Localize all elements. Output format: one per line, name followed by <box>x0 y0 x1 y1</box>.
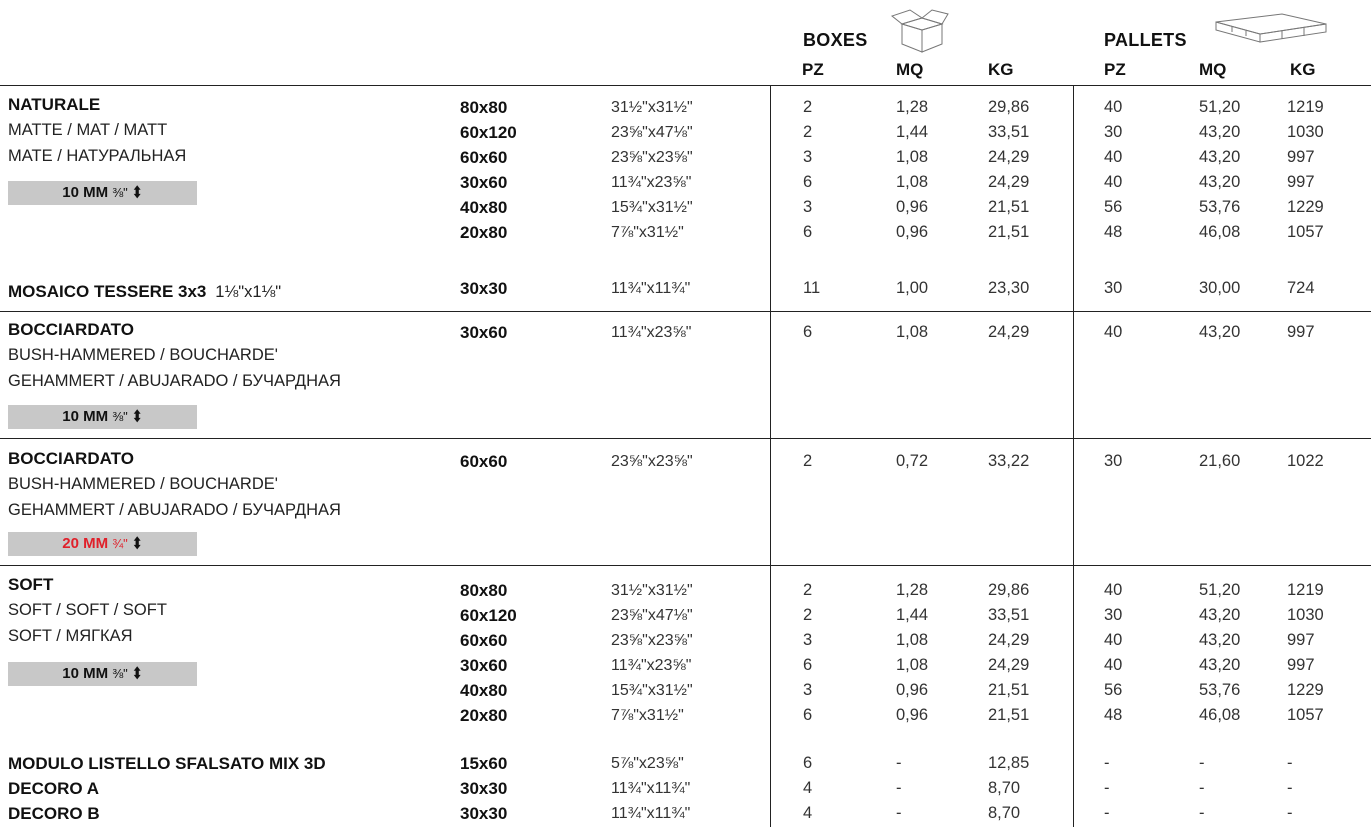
group-subtitle: MATTE / MAT / MATT <box>8 121 168 139</box>
col-boxes-mq: MQ <box>896 60 924 79</box>
inch-list: 31½"x31½" 23⅝"x47⅛" 23⅝"x23⅝" 11¾"x23⅝" 15¾"x31½" 7⅞"x31½" <box>611 582 693 724</box>
group-title: SOFT <box>8 575 54 594</box>
boxes-pz: 11 <box>803 279 821 297</box>
group-subtitle: MATE / НАТУРАЛЬНАЯ <box>8 147 187 165</box>
thickness-badge: 10 MM ⅜" ⬍ <box>8 662 197 686</box>
pallets-kg-list: 1219 1030 997 997 1229 1057 <box>1287 98 1324 241</box>
inch-size: 23⅝"x23⅝" <box>611 453 693 470</box>
col-pallets-mq: MQ <box>1199 60 1227 79</box>
thickness-badge: 20 MM ¾" ⬍ <box>8 532 197 556</box>
mosaic-title: MOSAICO TESSERE 3x3 1⅛"x1⅛" <box>8 282 282 301</box>
pallets-pz: 30 <box>1104 279 1123 297</box>
boxes-mq: 1,08 <box>896 323 929 341</box>
boxes-kg-list: 29,86 33,51 24,29 24,29 21,51 21,51 <box>988 98 1030 241</box>
divider <box>0 565 1371 566</box>
group-title: BOCCIARDATO <box>8 320 134 339</box>
boxes-mq: 1,00 <box>896 279 929 297</box>
group-subtitle: GEHAMMERT / ABUJARADO / БУЧАРДНАЯ <box>8 372 341 390</box>
group-subtitle: GEHAMMERT / ABUJARADO / БУЧАРДНАЯ <box>8 501 341 519</box>
boxes-pz: 2 <box>803 452 813 470</box>
column-divider-boxes <box>770 86 771 827</box>
boxes-mq: 0,72 <box>896 452 929 470</box>
group-subtitle: SOFT / SOFT / SOFT <box>8 601 167 619</box>
col-pallets-kg: KG <box>1290 60 1316 79</box>
pallet-icon <box>1212 10 1330 50</box>
pallets-pz-list: 40 30 40 40 56 48 <box>1104 98 1123 241</box>
thickness-arrow-icon: ⬍ <box>131 182 143 203</box>
column-divider-pallets <box>1073 86 1074 827</box>
format-list: 80x80 60x120 60x60 30x60 40x80 20x80 <box>460 98 517 242</box>
boxes-kg-list: 29,86 33,51 24,29 24,29 21,51 21,51 <box>988 581 1030 724</box>
pallets-mq: 21,60 <box>1199 452 1241 470</box>
header-divider <box>0 85 1371 86</box>
inch-list: 5⅞"x23⅝" 11¾"x11¾" 11¾"x11¾" <box>611 755 691 822</box>
group-title: NATURALE <box>8 95 101 114</box>
boxes-kg: 33,22 <box>988 452 1030 470</box>
pallets-pz: 40 <box>1104 323 1123 341</box>
boxes-kg: 23,30 <box>988 279 1030 297</box>
pallets-pz-list: 40 30 40 40 56 48 <box>1104 581 1123 724</box>
thickness-arrow-icon: ⬍ <box>131 406 143 427</box>
boxes-pz-list: 6 4 4 <box>803 754 813 822</box>
col-pallets-pz: PZ <box>1104 60 1126 79</box>
group-subtitle: BUSH-HAMMERED / BOUCHARDE' <box>8 475 278 493</box>
pallets-pz-list: - - - <box>1104 754 1110 822</box>
pallets-kg: 724 <box>1287 279 1315 297</box>
col-boxes-kg: KG <box>988 60 1014 79</box>
divider <box>0 311 1371 312</box>
pallets-kg: 997 <box>1287 323 1315 341</box>
inch-list: 31½"x31½" 23⅝"x47⅛" 23⅝"x23⅝" 11¾"x23⅝" 15¾"x31½" 7⅞"x31½" <box>611 99 693 241</box>
format: 60x60 <box>460 452 508 471</box>
thickness-arrow-icon: ⬍ <box>131 663 143 684</box>
pallets-mq: 43,20 <box>1199 323 1241 341</box>
format: 30x30 <box>460 279 508 298</box>
pallets-kg: 1022 <box>1287 452 1324 470</box>
boxes-mq-list: 1,28 1,44 1,08 1,08 0,96 0,96 <box>896 581 929 724</box>
divider <box>0 438 1371 439</box>
thickness-badge: 10 MM ⅜" ⬍ <box>8 181 197 205</box>
pallets-header: PALLETS <box>1104 30 1187 50</box>
pallets-mq-list: - - - <box>1199 754 1205 822</box>
box-icon <box>890 8 950 54</box>
format: 30x60 <box>460 323 508 342</box>
boxes-mq-list: - - - <box>896 754 902 822</box>
format-list: 15x60 30x30 30x30 <box>460 754 508 823</box>
col-boxes-pz: PZ <box>802 60 824 79</box>
boxes-kg: 24,29 <box>988 323 1030 341</box>
group-subtitle: SOFT / МЯГКАЯ <box>8 627 133 645</box>
pallets-mq: 30,00 <box>1199 279 1241 297</box>
boxes-pz-list: 2 2 3 6 3 6 <box>803 581 813 724</box>
boxes-mq-list: 1,28 1,44 1,08 1,08 0,96 0,96 <box>896 98 929 241</box>
pallets-kg-list: 1219 1030 997 997 1229 1057 <box>1287 581 1324 724</box>
pallets-mq-list: 51,20 43,20 43,20 43,20 53,76 46,08 <box>1199 581 1241 724</box>
inch-size: 11¾"x23⅝" <box>611 324 692 341</box>
boxes-pz: 6 <box>803 323 813 341</box>
boxes-header: BOXES <box>803 30 868 50</box>
thickness-badge: 10 MM ⅜" ⬍ <box>8 405 197 429</box>
boxes-kg-list: 12,85 8,70 8,70 <box>988 754 1030 822</box>
pallets-pz: 30 <box>1104 452 1123 470</box>
extras-title-list: MODULO LISTELLO SFALSATO MIX 3D DECORO A DECORO B <box>8 754 326 823</box>
format-list: 80x80 60x120 60x60 30x60 40x80 20x80 <box>460 581 517 725</box>
boxes-pz-list: 2 2 3 6 3 6 <box>803 98 813 241</box>
group-subtitle: BUSH-HAMMERED / BOUCHARDE' <box>8 346 278 364</box>
pallets-mq-list: 51,20 43,20 43,20 43,20 53,76 46,08 <box>1199 98 1241 241</box>
group-title: BOCCIARDATO <box>8 449 134 468</box>
pallets-kg-list: - - - <box>1287 754 1293 822</box>
inch-size: 11¾"x11¾" <box>611 280 691 297</box>
thickness-arrow-icon: ⬍ <box>131 533 143 554</box>
